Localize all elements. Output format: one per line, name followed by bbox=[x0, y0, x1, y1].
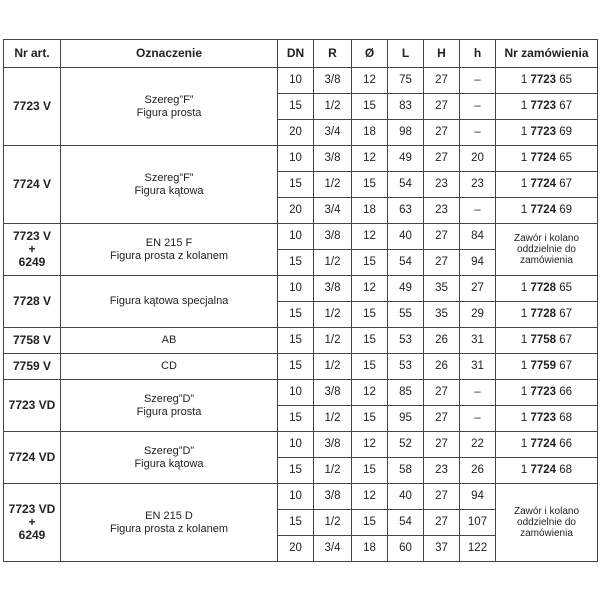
designation bbox=[61, 354, 278, 380]
cell-h-lower: 94 bbox=[460, 250, 496, 276]
order-number-code: 7724 bbox=[530, 438, 557, 450]
order-number-prefix: 1 bbox=[520, 152, 531, 164]
header-nr-art: Nr art. bbox=[4, 40, 61, 68]
cell-h-lower: 94 bbox=[460, 484, 496, 510]
cell-l: 63 bbox=[388, 198, 424, 224]
designation-text: Szereg”F” Figura prosta bbox=[136, 93, 202, 119]
cell-r: 3/8 bbox=[314, 68, 352, 94]
article-number bbox=[4, 380, 61, 432]
order-number bbox=[496, 146, 598, 172]
order-number-suffix: 68 bbox=[556, 412, 573, 424]
cell-l: 98 bbox=[388, 120, 424, 146]
cell-l: 58 bbox=[388, 458, 424, 484]
cell-h-lower: – bbox=[460, 380, 496, 406]
article-number-text: 7723 V bbox=[12, 99, 52, 113]
order-number-code: 7723 bbox=[530, 100, 557, 112]
article-number-text: 7759 V bbox=[12, 359, 52, 373]
cell-r: 1/2 bbox=[314, 172, 352, 198]
cell-dn: 15 bbox=[278, 458, 314, 484]
cell-h-upper: 26 bbox=[424, 328, 460, 354]
article-number-text: 7723 VD bbox=[8, 398, 56, 412]
table-row bbox=[4, 380, 598, 406]
cell-h-upper: 35 bbox=[424, 302, 460, 328]
cell-dn: 15 bbox=[278, 302, 314, 328]
order-number-suffix: 65 bbox=[556, 74, 573, 86]
cell-h-lower: – bbox=[460, 94, 496, 120]
cell-h-lower: 20 bbox=[460, 146, 496, 172]
cell-diameter: 12 bbox=[352, 68, 388, 94]
order-number-prefix: 1 bbox=[520, 412, 531, 424]
table-row bbox=[4, 484, 598, 510]
order-number-prefix: 1 bbox=[520, 438, 531, 450]
cell-r: 1/2 bbox=[314, 458, 352, 484]
cell-diameter: 18 bbox=[352, 198, 388, 224]
cell-diameter: 12 bbox=[352, 146, 388, 172]
cell-h-lower: 29 bbox=[460, 302, 496, 328]
article-number bbox=[4, 328, 61, 354]
designation bbox=[61, 328, 278, 354]
cell-diameter: 18 bbox=[352, 536, 388, 562]
order-number-suffix: 67 bbox=[556, 178, 573, 190]
order-number-suffix: 65 bbox=[556, 282, 573, 294]
table-row bbox=[4, 146, 598, 172]
order-note-text: Zawór i kolano oddzielnie do zamówienia bbox=[513, 233, 580, 266]
order-number-code: 7759 bbox=[530, 360, 557, 372]
cell-l: 75 bbox=[388, 68, 424, 94]
table-row bbox=[4, 432, 598, 458]
order-number-code: 7758 bbox=[530, 334, 557, 346]
designation bbox=[61, 484, 278, 562]
order-number-prefix: 1 bbox=[520, 178, 531, 190]
cell-dn: 15 bbox=[278, 354, 314, 380]
cell-dn: 10 bbox=[278, 276, 314, 302]
cell-h-upper: 27 bbox=[424, 484, 460, 510]
header-order-number: Nr zamówienia bbox=[496, 40, 598, 68]
cell-h-lower: 122 bbox=[460, 536, 496, 562]
order-number bbox=[496, 172, 598, 198]
article-number-text: 7723 VD + 6249 bbox=[8, 502, 56, 542]
designation bbox=[61, 276, 278, 328]
article-number-text: 7724 V bbox=[12, 177, 52, 191]
table-row bbox=[4, 68, 598, 94]
designation-text: Figura kątowa specjalna bbox=[109, 295, 229, 307]
order-number bbox=[496, 120, 598, 146]
cell-h-lower: 22 bbox=[460, 432, 496, 458]
cell-diameter: 15 bbox=[352, 458, 388, 484]
cell-r: 3/8 bbox=[314, 484, 352, 510]
cell-dn: 10 bbox=[278, 484, 314, 510]
cell-diameter: 12 bbox=[352, 224, 388, 250]
cell-diameter: 12 bbox=[352, 484, 388, 510]
article-number bbox=[4, 224, 61, 276]
cell-h-upper: 27 bbox=[424, 380, 460, 406]
article-number bbox=[4, 68, 61, 146]
cell-h-lower: – bbox=[460, 198, 496, 224]
header-oznaczenie: Oznaczenie bbox=[61, 40, 278, 68]
cell-r: 3/4 bbox=[314, 198, 352, 224]
cell-l: 60 bbox=[388, 536, 424, 562]
cell-h-upper: 27 bbox=[424, 120, 460, 146]
cell-dn: 10 bbox=[278, 224, 314, 250]
cell-l: 55 bbox=[388, 302, 424, 328]
cell-l: 53 bbox=[388, 328, 424, 354]
order-number-code: 7723 bbox=[530, 412, 557, 424]
order-number-prefix: 1 bbox=[520, 308, 531, 320]
cell-diameter: 12 bbox=[352, 432, 388, 458]
cell-h-lower: 31 bbox=[460, 354, 496, 380]
order-number bbox=[496, 354, 598, 380]
order-number bbox=[496, 198, 598, 224]
cell-h-upper: 23 bbox=[424, 458, 460, 484]
cell-l: 54 bbox=[388, 172, 424, 198]
cell-r: 3/8 bbox=[314, 432, 352, 458]
cell-l: 95 bbox=[388, 406, 424, 432]
order-note bbox=[496, 484, 598, 562]
order-number-code: 7728 bbox=[530, 282, 557, 294]
cell-r: 1/2 bbox=[314, 354, 352, 380]
cell-dn: 10 bbox=[278, 68, 314, 94]
designation-text: Szereg”D” Figura kątowa bbox=[134, 444, 204, 470]
article-number bbox=[4, 354, 61, 380]
table-row bbox=[4, 224, 598, 250]
order-number-prefix: 1 bbox=[520, 126, 531, 138]
cell-dn: 15 bbox=[278, 406, 314, 432]
order-number-suffix: 67 bbox=[556, 334, 573, 346]
designation bbox=[61, 68, 278, 146]
order-number-suffix: 67 bbox=[556, 308, 573, 320]
order-number-prefix: 1 bbox=[520, 204, 531, 216]
article-number bbox=[4, 432, 61, 484]
cell-r: 1/2 bbox=[314, 94, 352, 120]
cell-r: 3/8 bbox=[314, 276, 352, 302]
designation-text: Szereg”F” Figura kątowa bbox=[134, 171, 204, 197]
article-number bbox=[4, 276, 61, 328]
cell-dn: 20 bbox=[278, 120, 314, 146]
cell-r: 1/2 bbox=[314, 510, 352, 536]
order-number bbox=[496, 302, 598, 328]
table-body bbox=[4, 68, 598, 562]
table-row bbox=[4, 276, 598, 302]
order-number-prefix: 1 bbox=[520, 360, 531, 372]
cell-diameter: 15 bbox=[352, 406, 388, 432]
designation-text: Szereg”D” Figura prosta bbox=[136, 392, 202, 418]
order-number bbox=[496, 276, 598, 302]
order-number-suffix: 67 bbox=[556, 360, 573, 372]
order-number-code: 7724 bbox=[530, 464, 557, 476]
cell-r: 1/2 bbox=[314, 328, 352, 354]
table-row bbox=[4, 354, 598, 380]
cell-h-upper: 23 bbox=[424, 172, 460, 198]
cell-h-upper: 27 bbox=[424, 224, 460, 250]
cell-h-upper: 27 bbox=[424, 510, 460, 536]
designation-text: EN 215 F Figura prosta z kolanem bbox=[110, 236, 228, 262]
order-number-prefix: 1 bbox=[520, 74, 531, 86]
cell-h-upper: 35 bbox=[424, 276, 460, 302]
header-h-upper: H bbox=[424, 40, 460, 68]
cell-h-upper: 27 bbox=[424, 432, 460, 458]
order-note-text: Zawór i kolano oddzielnie do zamówienia bbox=[513, 506, 580, 539]
cell-h-lower: 23 bbox=[460, 172, 496, 198]
designation-text: CD bbox=[161, 360, 177, 372]
cell-diameter: 18 bbox=[352, 120, 388, 146]
cell-dn: 15 bbox=[278, 250, 314, 276]
order-number bbox=[496, 380, 598, 406]
cell-dn: 20 bbox=[278, 536, 314, 562]
order-number-prefix: 1 bbox=[520, 386, 531, 398]
cell-r: 1/2 bbox=[314, 406, 352, 432]
cell-h-upper: 27 bbox=[424, 146, 460, 172]
header-h-lower: h bbox=[460, 40, 496, 68]
cell-h-lower: 31 bbox=[460, 328, 496, 354]
cell-r: 3/8 bbox=[314, 146, 352, 172]
order-number bbox=[496, 68, 598, 94]
cell-l: 83 bbox=[388, 94, 424, 120]
cell-h-lower: – bbox=[460, 68, 496, 94]
designation-text: EN 215 D Figura prosta z kolanem bbox=[110, 509, 228, 535]
cell-r: 3/4 bbox=[314, 120, 352, 146]
cell-l: 85 bbox=[388, 380, 424, 406]
cell-l: 49 bbox=[388, 146, 424, 172]
cell-h-lower: 84 bbox=[460, 224, 496, 250]
cell-h-lower: – bbox=[460, 406, 496, 432]
order-number-code: 7724 bbox=[530, 152, 557, 164]
cell-h-lower: 26 bbox=[460, 458, 496, 484]
cell-diameter: 12 bbox=[352, 276, 388, 302]
designation bbox=[61, 432, 278, 484]
order-number bbox=[496, 94, 598, 120]
article-number-text: 7758 V bbox=[12, 333, 52, 347]
article-number-text: 7724 VD bbox=[8, 450, 56, 464]
cell-r: 3/4 bbox=[314, 536, 352, 562]
order-number bbox=[496, 458, 598, 484]
cell-l: 40 bbox=[388, 484, 424, 510]
article-number bbox=[4, 146, 61, 224]
cell-diameter: 15 bbox=[352, 94, 388, 120]
cell-dn: 10 bbox=[278, 146, 314, 172]
designation-text: AB bbox=[161, 334, 177, 346]
cell-r: 3/8 bbox=[314, 224, 352, 250]
cell-diameter: 12 bbox=[352, 380, 388, 406]
cell-h-upper: 27 bbox=[424, 94, 460, 120]
article-number-text: 7723 V + 6249 bbox=[12, 229, 52, 269]
cell-dn: 20 bbox=[278, 198, 314, 224]
cell-diameter: 15 bbox=[352, 302, 388, 328]
order-number bbox=[496, 406, 598, 432]
cell-dn: 15 bbox=[278, 328, 314, 354]
table-row bbox=[4, 328, 598, 354]
order-number-code: 7724 bbox=[530, 178, 557, 190]
order-number-suffix: 66 bbox=[556, 438, 573, 450]
cell-diameter: 15 bbox=[352, 328, 388, 354]
order-number-suffix: 67 bbox=[556, 100, 573, 112]
order-number-code: 7723 bbox=[530, 74, 557, 86]
cell-l: 40 bbox=[388, 224, 424, 250]
order-number-prefix: 1 bbox=[520, 282, 531, 294]
header-l: L bbox=[388, 40, 424, 68]
header-row bbox=[4, 40, 598, 68]
cell-diameter: 15 bbox=[352, 354, 388, 380]
cell-h-upper: 23 bbox=[424, 198, 460, 224]
cell-h-upper: 37 bbox=[424, 536, 460, 562]
cell-h-upper: 27 bbox=[424, 68, 460, 94]
cell-l: 53 bbox=[388, 354, 424, 380]
cell-h-lower: 107 bbox=[460, 510, 496, 536]
designation bbox=[61, 146, 278, 224]
cell-dn: 15 bbox=[278, 94, 314, 120]
order-number bbox=[496, 432, 598, 458]
designation bbox=[61, 380, 278, 432]
header-r: R bbox=[314, 40, 352, 68]
cell-r: 3/8 bbox=[314, 380, 352, 406]
cell-l: 52 bbox=[388, 432, 424, 458]
cell-dn: 15 bbox=[278, 510, 314, 536]
order-number-prefix: 1 bbox=[520, 100, 531, 112]
order-number-code: 7723 bbox=[530, 126, 557, 138]
cell-dn: 10 bbox=[278, 432, 314, 458]
order-note bbox=[496, 224, 598, 276]
cell-l: 54 bbox=[388, 510, 424, 536]
designation bbox=[61, 224, 278, 276]
order-number-code: 7723 bbox=[530, 386, 557, 398]
cell-l: 49 bbox=[388, 276, 424, 302]
article-number-text: 7728 V bbox=[12, 294, 52, 308]
cell-r: 1/2 bbox=[314, 250, 352, 276]
order-number-suffix: 66 bbox=[556, 386, 573, 398]
cell-diameter: 15 bbox=[352, 250, 388, 276]
order-number-prefix: 1 bbox=[520, 464, 531, 476]
cell-r: 1/2 bbox=[314, 302, 352, 328]
article-number bbox=[4, 484, 61, 562]
cell-l: 54 bbox=[388, 250, 424, 276]
cell-h-lower: 27 bbox=[460, 276, 496, 302]
order-number-suffix: 65 bbox=[556, 152, 573, 164]
product-table bbox=[3, 39, 598, 562]
cell-dn: 15 bbox=[278, 172, 314, 198]
cell-diameter: 15 bbox=[352, 510, 388, 536]
cell-h-upper: 27 bbox=[424, 250, 460, 276]
order-number bbox=[496, 328, 598, 354]
order-number-code: 7724 bbox=[530, 204, 557, 216]
header-dn: DN bbox=[278, 40, 314, 68]
cell-dn: 10 bbox=[278, 380, 314, 406]
cell-diameter: 15 bbox=[352, 172, 388, 198]
cell-h-upper: 26 bbox=[424, 354, 460, 380]
order-number-code: 7728 bbox=[530, 308, 557, 320]
order-number-suffix: 68 bbox=[556, 464, 573, 476]
order-number-suffix: 69 bbox=[556, 126, 573, 138]
header-diameter: Ø bbox=[352, 40, 388, 68]
order-number-suffix: 69 bbox=[556, 204, 573, 216]
order-number-prefix: 1 bbox=[520, 334, 531, 346]
cell-h-upper: 27 bbox=[424, 406, 460, 432]
cell-h-lower: – bbox=[460, 120, 496, 146]
